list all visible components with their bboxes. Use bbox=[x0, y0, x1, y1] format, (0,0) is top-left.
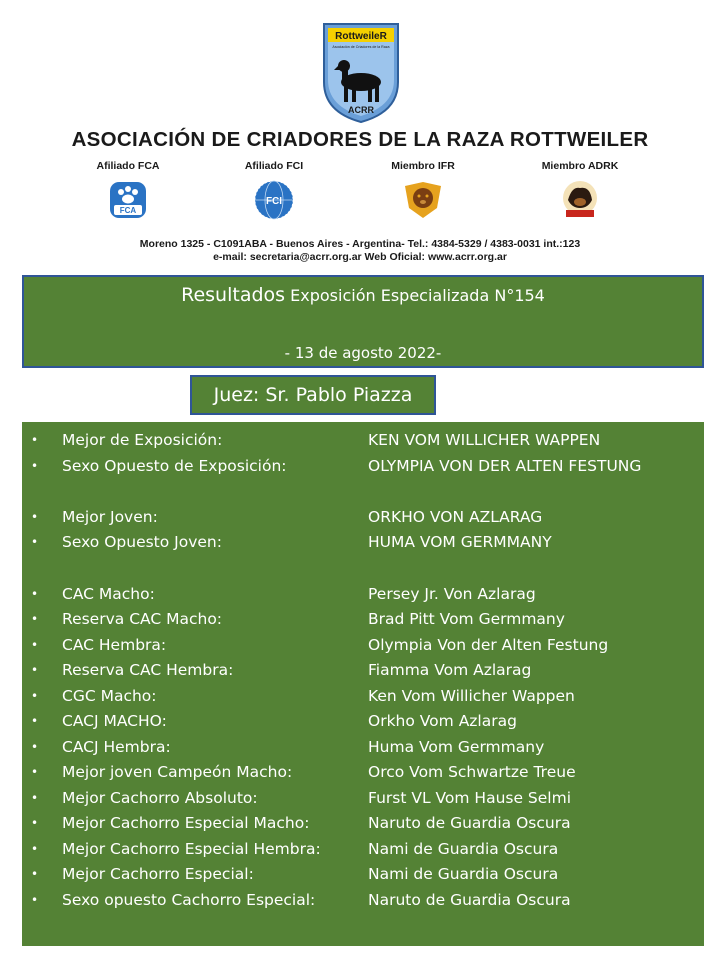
result-winner: Ken Vom Willicher Wappen bbox=[368, 687, 575, 705]
result-category: CAC Hembra: bbox=[62, 636, 167, 654]
list-item bbox=[22, 837, 704, 861]
affiliation-ifr bbox=[368, 160, 478, 222]
result-winner: Orco Vom Schwartze Treue bbox=[368, 763, 576, 781]
list-item bbox=[22, 658, 704, 682]
bullet-icon: • bbox=[31, 867, 39, 881]
banner-date: - 13 de agosto 2022- bbox=[284, 344, 442, 362]
svg-text:FCI: FCI bbox=[265, 196, 283, 207]
result-category: CGC Macho: bbox=[62, 687, 157, 705]
result-category: Sexo Opuesto de Exposición: bbox=[62, 457, 287, 475]
svg-text:Asociación de Criadores de la: Asociación de Criadores de la Raza bbox=[332, 45, 390, 49]
svg-text:ACRR: ACRR bbox=[348, 105, 374, 115]
list-item bbox=[22, 454, 704, 478]
results-banner bbox=[22, 275, 704, 368]
fci-globe-icon bbox=[252, 178, 296, 222]
affiliation-label: Afiliado FCA bbox=[96, 160, 160, 172]
list-item bbox=[22, 428, 704, 452]
contact-address-line: Moreno 1325 - C1091ABA - Buenos Aires - Argentina- Tel.: 4384-5329 / 4383-0031 int.:123 bbox=[139, 238, 581, 250]
result-winner: Naruto de Guardia Oscura bbox=[368, 891, 571, 909]
bullet-icon: • bbox=[31, 689, 39, 703]
bullet-icon: • bbox=[31, 842, 39, 856]
list-item bbox=[22, 709, 704, 733]
bullet-icon: • bbox=[31, 791, 39, 805]
affiliation-fci bbox=[219, 160, 329, 222]
organization-title: ASOCIACIÓN DE CRIADORES DE LA RAZA ROTTWEILER bbox=[71, 128, 649, 151]
result-winner: Brad Pitt Vom Germmany bbox=[368, 610, 565, 628]
svg-text:RottweileR: RottweileR bbox=[335, 31, 387, 42]
list-item bbox=[22, 760, 704, 784]
result-winner: KEN VOM WILLICHER WAPPEN bbox=[368, 431, 601, 449]
affiliation-fca bbox=[73, 160, 183, 222]
result-category: CACJ Hembra: bbox=[62, 738, 171, 756]
list-item bbox=[22, 607, 704, 631]
results-panel bbox=[22, 422, 704, 946]
acrr-rottweiler-logo bbox=[318, 20, 404, 124]
affiliation-label: Miembro ADRK bbox=[541, 160, 619, 172]
result-category: CAC Macho: bbox=[62, 585, 155, 603]
list-item bbox=[22, 786, 704, 810]
bullet-icon: • bbox=[31, 663, 39, 677]
affiliation-label: Afiliado FCI bbox=[244, 160, 304, 172]
list-item bbox=[22, 888, 704, 912]
result-category: Mejor joven Campeón Macho: bbox=[62, 763, 293, 781]
result-category: Mejor Cachorro Especial: bbox=[62, 865, 254, 883]
list-item bbox=[22, 735, 704, 759]
result-winner: Nami de Guardia Oscura bbox=[368, 840, 559, 858]
bullet-icon: • bbox=[31, 535, 39, 549]
result-category: Reserva CAC Macho: bbox=[62, 610, 223, 628]
result-winner: Nami de Guardia Oscura bbox=[368, 865, 559, 883]
contact-email-web-line: e-mail: secretaria@acrr.org.ar Web Oficial: www.acrr.org.ar bbox=[213, 251, 507, 263]
affiliation-adrk bbox=[525, 160, 635, 222]
bullet-icon: • bbox=[31, 765, 39, 779]
svg-text:FCA: FCA bbox=[119, 206, 137, 215]
result-winner: HUMA VOM GERMMANY bbox=[368, 533, 552, 551]
bullet-icon: • bbox=[31, 433, 39, 447]
list-item bbox=[22, 530, 704, 554]
list-item bbox=[22, 582, 704, 606]
adrk-emblem-icon bbox=[558, 178, 602, 222]
bullet-icon: • bbox=[31, 740, 39, 754]
result-category: Mejor Cachorro Especial Hembra: bbox=[62, 840, 321, 858]
bullet-icon: • bbox=[31, 714, 39, 728]
bullet-icon: • bbox=[31, 459, 39, 473]
result-winner: Naruto de Guardia Oscura bbox=[368, 814, 571, 832]
result-winner: OLYMPIA VON DER ALTEN FESTUNG bbox=[368, 457, 642, 475]
judge-label: Juez: Sr. Pablo Piazza bbox=[190, 375, 436, 415]
ifr-dog-badge-icon bbox=[401, 178, 445, 222]
result-category: Mejor Joven: bbox=[62, 508, 158, 526]
bullet-icon: • bbox=[31, 612, 39, 626]
result-winner: Olympia Von der Alten Festung bbox=[368, 636, 609, 654]
banner-title-main: Resultados bbox=[181, 284, 286, 306]
result-winner: ORKHO VON AZLARAG bbox=[368, 508, 543, 526]
result-winner: Persey Jr. Von Azlarag bbox=[368, 585, 536, 603]
result-category: Reserva CAC Hembra: bbox=[62, 661, 234, 679]
contact-info bbox=[0, 238, 720, 264]
result-winner: Fiamma Vom Azlarag bbox=[368, 661, 532, 679]
result-winner: Orkho Vom Azlarag bbox=[368, 712, 517, 730]
result-category: Mejor Cachorro Especial Macho: bbox=[62, 814, 310, 832]
bullet-icon: • bbox=[31, 587, 39, 601]
bullet-icon: • bbox=[31, 510, 39, 524]
list-item bbox=[22, 862, 704, 886]
result-winner: Furst VL Vom Hause Selmi bbox=[368, 789, 572, 807]
result-category: Sexo Opuesto Joven: bbox=[62, 533, 222, 551]
result-category: Sexo opuesto Cachorro Especial: bbox=[62, 891, 316, 909]
bullet-icon: • bbox=[31, 893, 39, 907]
fca-paw-icon bbox=[106, 178, 150, 222]
result-category: Mejor Cachorro Absoluto: bbox=[62, 789, 258, 807]
bullet-icon: • bbox=[31, 638, 39, 652]
list-item bbox=[22, 505, 704, 529]
bullet-icon: • bbox=[31, 816, 39, 830]
affiliation-label: Miembro IFR bbox=[391, 160, 455, 172]
result-category: CACJ MACHO: bbox=[62, 712, 167, 730]
list-item bbox=[22, 684, 704, 708]
result-category: Mejor de Exposición: bbox=[62, 431, 223, 449]
banner-title-sub: Exposición Especializada N°154 bbox=[290, 286, 545, 305]
list-item bbox=[22, 633, 704, 657]
list-item bbox=[22, 811, 704, 835]
result-winner: Huma Vom Germmany bbox=[368, 738, 545, 756]
banner-title bbox=[24, 284, 702, 306]
